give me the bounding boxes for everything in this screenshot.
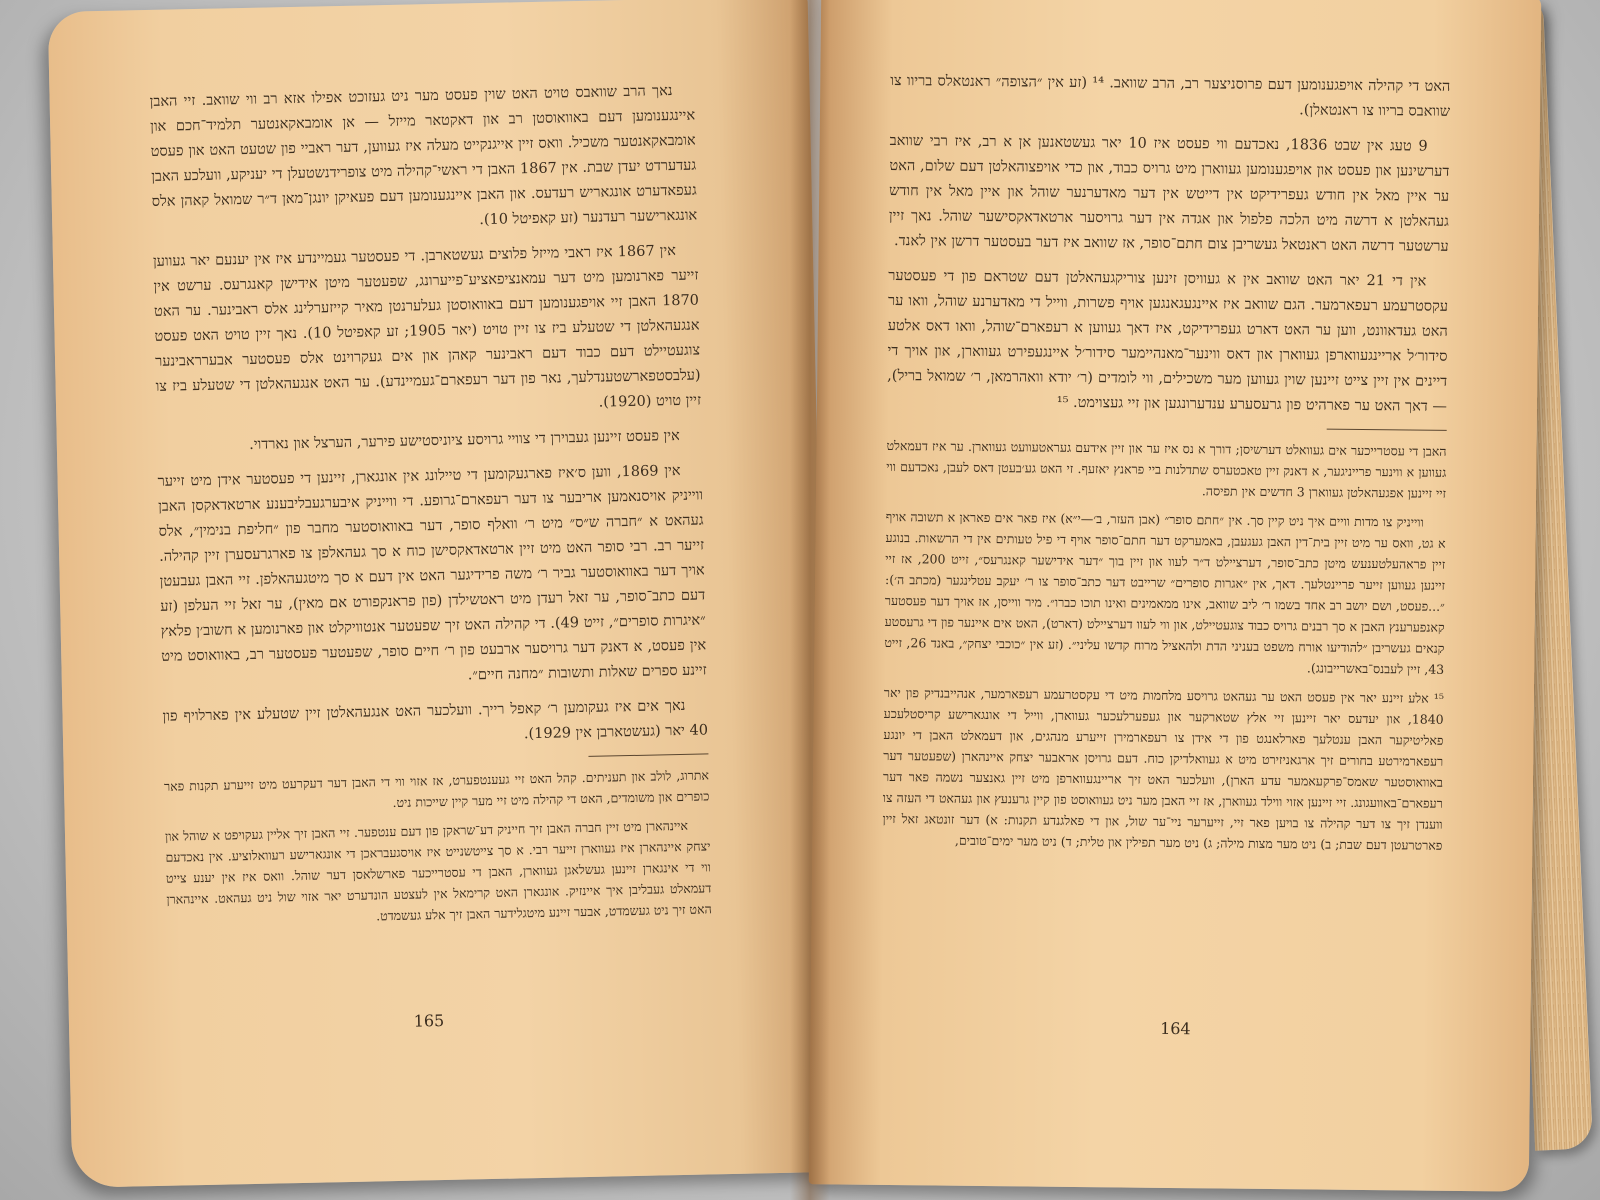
right-page	[809, 0, 1541, 1192]
right-footnote-3: ¹⁵ אלע זיינע יאר אין פעסט האט ער געהאט גרויסע מלחמות מיט די עקסטרעמע רעפארמער, אנהייבנדיק פון יאר 1840, און יעדעס יאר זיינען זיי אלץ שטארקער און געפערלעכער געווארן, ווייל די אונגארישע קריסטלעכע פאליטיקער האבן ענטלעך פארלאנגט פון די אידן צו רעפארמירן זייערע מנהגים, און דעמאלט האבן די יונגע רעפארמירטע בחורים זיך ארגאניזירט מיט א געוואלדיקן כוח. דעם גרויסן אראבער יצחק איינהארן (שפעטער דער באוואוסטער שאמס־פרקעאמער עדע הארן), וועלכער האט זיך אריינגעווארפן מיט זיין גאנצער נשמה פאר דער רעפארם־באוועגונג. זיי זיינען אזוי ווילד געווארן, אז זיי האבן מער ניט געוואוסט פון קיין גרענעץ און געהאט די העזה צו ווענדן זיך צו דער קהילה צו בויען פאר זיי, זייערער ניי־ער שול, און די פאלגנדע תקנות: א) דער זונטאג זאל זיין פארטרעטן דעם שבת; ב) ניט מער מצות מילה; ג) ניט מער תפילין און טלית; ד) ניט מער ימים־טובים,	[882, 684, 1444, 853]
left-paragraph-5: נאך אים איז געקומען ר׳ קאפל רייך. וועלכער האט אנגעהאלטן זיין שטעלע אין פארלויף פון 40 יאר (געשטארבן אין 1929).	[162, 697, 709, 743]
right-footnote-1: האבן די עסטרייכער אים געוואלט דערשיסן; דורך א נס איז ער און זיין אידעם געראטעוועט געווארן. ער איז דעמאלט געווען א ווינער פרייניגער, א דאנק זיין טאכטערס שתדלנות ביי פראנץ יאזעף. זי האט גע׳בעטן דאס לעבן, נאכדעם ווי זיי זיינען אפגעהאלטן געווארן 3 חדשים אין תפיסה.	[886, 437, 1447, 501]
right-paragraph-1: האט די קהילה אויפגענומען דעם פרוסניצער רב, הרב שוואב. ¹⁴ (זע אין ״הצופה״ ראנטאלס בריוו צו שוואבס בריוו צו ראנטאלן).	[890, 72, 1451, 120]
left-paragraph-3: אין פעסט זיינען געבוירן די צוויי גרויסע ציוניסטישע פירער, הערצל און נארדוי.	[248, 427, 680, 453]
left-footnote-2: איינהארן מיט זיין חברה האבן זיך חייניק דע־שראקן פון דעם ענטפער. זיי האבן זיך אליין געקויפט א שוהל און יצחק איינהארן איז געווארן זייער רבי. א סך צייטשנייט איז אויסגעבראכן די אונגארישע רעוואלוציע. אין נאכדעם ווי די אינגארן זיינען געשלאגן געווארן, האבן די עסטרייכער פארשלאסן דער שוהל. וואס איז אין יענע צייט דעמאלט געבליבן איך איינזיק. אונגארן האט קרימאל אין לעצטע הונדערט יאר אזוי שול ניט געהאט. איינהארן האט זיך ניט געשמדט, אבער זיינע מיטגלידער האבן זיך אלע געשמדט.	[164, 817, 712, 924]
footnote-rule	[588, 753, 708, 757]
right-page-number: 164	[1160, 1018, 1191, 1039]
left-paragraph-4: אין 1869, ווען ס׳איז פארגעקומען די טיילונג אין אונגארן, זיינען די פעסטער אידן מיט זייער ווייניק אויסנאמען אריבער צו דער רעפארם־גרופע. די ווייניק איבערגעבליבענע ארטאדאקסן האבן געהאט א ״חברה ש״ס״ מיט ר׳ וואלף סופר, דער באוואוסטער מחבר פון ״חליפת בנימין״, אלס זייער רב. רבי סופר האט מיט זיין ארטאדאקסישן כוח א סך געהאלפן צו פארגרעסערן זיין קהילה. אויך דער באוואוסטער גביר ר׳ משה פרידיגער האט אין דעם א סך מיטגעהאלפן. זיי האבן געבעטן דעם כתב־סופר, ער זאל רעדן מיט ראטשילדן (פון פראנקפורט אם מאין), ער זאל זיי העלפן (זע ״איגרות סופרים״, זייט 49). די קהילה האט זיך שפעטער אנטוויקלט און פארנומען א חשוב׳ן פלאץ אין פעסט, א דאנק דער גרויסער ארבעט פון ר׳ חיים סופר, שפעטער פעסטער רב, באוואוסט מיט זיינע ספרים שאלות ותשובות ״מחנה חיים״.	[157, 462, 707, 684]
footnote-rule	[1327, 429, 1447, 431]
right-body	[887, 69, 1451, 420]
left-page-number: 165	[413, 1011, 445, 1031]
left-body	[149, 79, 708, 755]
left-footnote-1: אתרוג, לולב און תעניתים. קהל האט זיי געענטפערט, אז אזוי ווי די האבן דער דעקרעט מיט זייערע תקנות פאר כופרים און משומדים, האט די קהילה מיט זיי מער קיין שייכות ניט.	[163, 767, 710, 811]
right-footnote-2: ווייניק צו מדות וויים איך ניט קיין סך. אין ״חתם סופר״ (אבן העזר, ב׳—י״א) איז פאר אים פאראן א תשובה אויף א גט, וואס ער מיט זיין בית־דין האבן געגעבן, באמערקט דער חתם־סופר אויף די פיל טעותים אין די הרשאות. בנוגע זיין פראהעלטענעש מיטן כתב־סופר, דערציילט ד״ר לעוו און זיין בוך ״דער אידישער קאנגרעס״, זייט 200, אז זיי זיינען געווען זייער פריינטלעך. דאך, אין ״אגרות סופרים״ שרייבט דער כתב־סופר צו ר׳ יעקב עטלינגער (מכתב ה׳): ״...פעסט, ושם יושב רב אחד בשמו ר׳ ליב שוואב, אינו ממאמינים ואינו תוכו כברו״. מיר ווייסן, אז אויך דער פעסטער קאנפערענץ האבן א סך רבנים גרויס כבוד צוגעטיילט, און ווי לעוו דערציילט (דארט), האט אים איינער פון די גרעסטע קנאים געשריבן ״להודיעו אורח משפט בעניני הדת ולהאציל מרוח קדשו עליני״. (זע אין ״כוכבי יצחק״, באנד 26, זייט 43, זיין לעבנס־באשרייבונג).	[884, 508, 1446, 677]
right-footnotes	[882, 435, 1446, 856]
left-footnotes	[164, 764, 712, 930]
right-paragraph-3: אין די 21 יאר האט שוואב אין א געוויסן זינען צוריקגעהאלטן דעם שטראם פון די פעסטער עקסטרעמע רעפארמער. הגם שוואב איז איינגעגאנגען אויף פשרות, ווייל די מאדערנע שוהל, וואו ער האט געדאוונט, ווען ער האט דארט געפרידיקט, איז דאך געווען א רעפארם־שוהל, וואו דאס אלטע סידור׳ל אריינגעווארפן געווארן און דאס ווינער־מאנהיימער סידור׳ל איינגעפירט געווארן, און אויך די דיינים אין זיין צייט זיינען שוין געווען מער משכילים, ווי לומדים (ר׳ יודא וואהרמאן, ר׳ שמואל בריל), — דאך האט ער פארהיט פון גרעסערע ענדערונגען און זיי געצוימט. ¹⁵	[887, 267, 1449, 415]
left-page	[48, 0, 832, 1188]
right-paragraph-2: 9 טעג אין שבט 1836, נאכדעם ווי פעסט איז 10 יאר געשטאנען אן א רב, איז רבי שוואב דערשינען און פעסט און אויפגענומען געווארן מיט גרויס כבוד, און כדי אויפצוהאלטן דעם שלום, האט ער איין מאל אין חודש געפרידיקט אין דייטש אין דער מאדערנער שוהל און איין מאל אין חודש געהאלטן א דרשה מיט הלכה פלפול און אגדה אין דער גרויסער ארטאדאקסישער שוהל. נאך זיין ערשטער דרשה האט ראנטאל געשריבן צום חתם־סופר, אז שוואב איז דער בעסטער דרשן אין לאנד.	[888, 132, 1450, 255]
left-paragraph-1: נאך הרב שוואבס טויט האט שוין פעסט מער ניט געזוכט אפילו אזא רב ווי שוואב. זיי האבן איינגענומען דעם באוואוסטן רב און דאקטאר מייזל — אן אומבאקאנטער תלמיד־חכם און אומבאקאנטער משכיל. וואס זיין אייגנקייט מעלה איז געווען, דער ראביי פון שטעט האט און פעסט געדערדט יעדן שבת. אין 1867 האבן די ראשי־קהילה מיט צופרידנשטעלן די יעניקע, וועלכע האבן געפאדערט אונגאריש רעדעס. און האבן איינגענומען דעם פעאיקן יונגן־מאן ד״ר שמואל קאהן אלס אונגארישער רעדנער (זע קאפיטל 10).	[149, 83, 698, 229]
left-paragraph-2: אין 1867 איז ראבי מייזל פלוצים געשטארבן. די פעסטער געמיינדע איז אין יענעם יאר געווען זייער פארנומען מיט דער עמאנציפאציע־פייערונג, שפעטער מיטן אידישן קאנגרעס. ערשט אין 1870 האבן זיי אויפגענומען דעם באוואוסטן געלערנטן מאיר קייזערלינג אלס ראבינער. ער האט אנגעהאלטן די שטעלע ביז צו זיין טויט (יאר 1905; זע קאפיטל 10). נאך זיין טויט האט פעסט צוגעטיילט דעם כבוד דעם ראבינער קאהן און אים געקרוינט אלס פעסטער אבערראבינער (עלבסטפארשטענדלעך, נאר פון דער רעפארם־געמיינדע). ער האט אנגעהאלטן די שטעלע ביז צו זיין טויט (1920).	[152, 242, 702, 411]
